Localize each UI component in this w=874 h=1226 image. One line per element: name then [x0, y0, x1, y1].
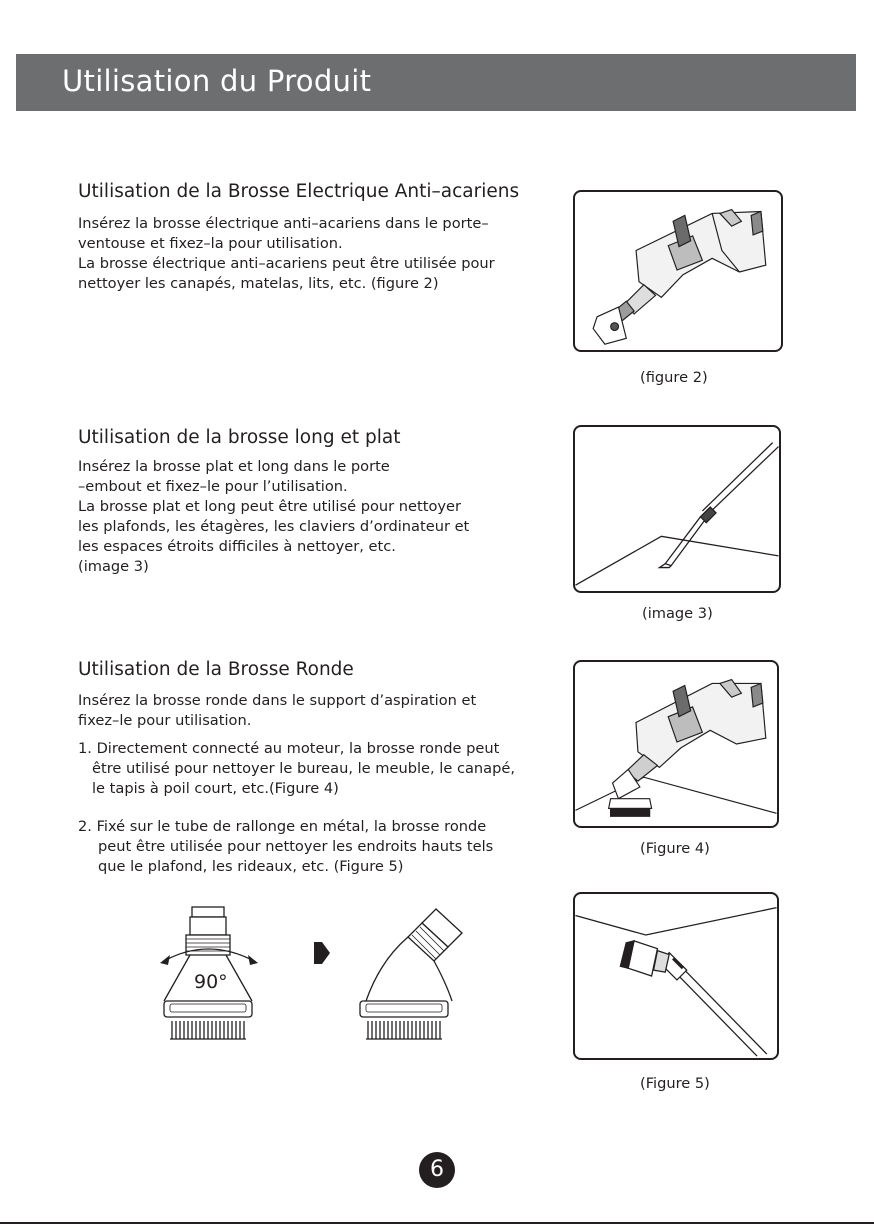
- figure-5-caption: (Figure 5): [640, 1075, 710, 1092]
- text-line: être utilisé pour nettoyer le bureau, le meuble, le canapé,: [92, 760, 516, 777]
- text-line: le tapis à poil court, etc.(Figure 4): [92, 780, 339, 797]
- figure-2-illustration: [573, 190, 783, 352]
- bottom-rule: [0, 1222, 874, 1224]
- text-line: Insérez la brosse électrique anti–acariens dans le porte–: [78, 215, 489, 232]
- text-line: La brosse électrique anti–acariens peut être utilisée pour: [78, 255, 495, 272]
- round-brush-tube-illustration: [575, 894, 777, 1058]
- section-text-anti-mites: [78, 214, 495, 294]
- page-number-badge: 6: [419, 1152, 455, 1188]
- figure-4-caption: (Figure 4): [640, 840, 710, 857]
- text-line: que le plafond, les rideaux, etc. (Figure 5): [98, 858, 404, 875]
- text-line: les espaces étroits difficiles à nettoyer, etc.: [78, 538, 396, 555]
- section-title-anti-mites: Utilisation de la Brosse Electrique Anti–acariens: [78, 181, 520, 202]
- section-text-flat-brush: [78, 457, 469, 577]
- text-line: Insérez la brosse plat et long dans le porte: [78, 458, 390, 475]
- text-line: fixez–le pour utilisation.: [78, 712, 252, 729]
- text-line: Insérez la brosse ronde dans le support d’aspiration et: [78, 692, 477, 709]
- header-bar: [16, 54, 856, 111]
- text-line: nettoyer les canapés, matelas, lits, etc. (figure 2): [78, 275, 439, 292]
- figure-4-illustration: [573, 660, 779, 828]
- section-title-round-brush: Utilisation de la Brosse Ronde: [78, 659, 354, 680]
- text-line: les plafonds, les étagères, les claviers d’ordinateur et: [78, 518, 470, 535]
- angle-label: 90°: [194, 971, 228, 993]
- text-line: 2. Fixé sur le tube de rallonge en métal, la brosse ronde: [78, 818, 487, 835]
- page-title: Utilisation du Produit: [62, 64, 372, 98]
- step-2: [78, 817, 493, 877]
- flat-brush-illustration: [575, 427, 779, 591]
- text-line: La brosse plat et long peut être utilisé pour nettoyer: [78, 498, 462, 515]
- step-1: [78, 739, 515, 799]
- vacuum-anti-mites-illustration: [575, 192, 781, 350]
- round-brush-rotated-diagram: [350, 905, 470, 1043]
- section-text-round-brush: [78, 691, 476, 731]
- round-brush-angled-illustration: [350, 905, 470, 1043]
- section-title-flat-brush: Utilisation de la brosse long et plat: [78, 427, 401, 448]
- figure-2-caption: (figure 2): [640, 369, 708, 386]
- text-line: 1. Directement connecté au moteur, la brosse ronde peut: [78, 740, 500, 757]
- arrow-right-icon: [312, 938, 332, 968]
- round-brush-motor-illustration: [575, 662, 777, 826]
- figure-5-illustration: [573, 892, 779, 1060]
- text-line: (image 3): [78, 558, 149, 575]
- image-3-illustration: [573, 425, 781, 593]
- text-line: peut être utilisée pour nettoyer les endroits hauts tels: [98, 838, 494, 855]
- round-brush-rotation-diagram: [150, 905, 270, 1043]
- text-line: –embout et fixez–le pour l’utilisation.: [78, 478, 348, 495]
- text-line: ventouse et fixez–la pour utilisation.: [78, 235, 343, 252]
- image-3-caption: (image 3): [642, 605, 713, 622]
